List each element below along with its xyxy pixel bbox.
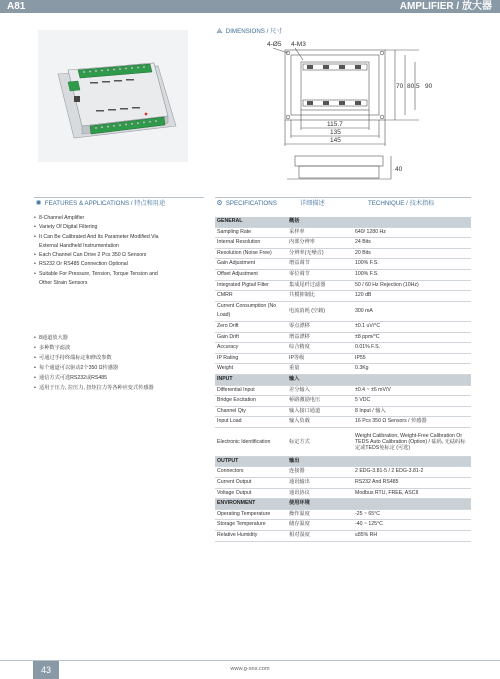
feature-item: • It Can Be Calibrated And Its Parameter Modified Via (34, 233, 204, 242)
feature-item-cn: • 可通过手持终端标定和修改参数 (34, 353, 204, 363)
spec-label-en: Gain Drift (215, 332, 287, 343)
height-inner-label: 70 (396, 83, 404, 90)
spec-col2-title: 详细描述 (300, 200, 325, 207)
feature-item-continued: Other Strain Sensors (39, 280, 88, 287)
feature-item-cn: • 每个通道可以驱动2个350 Ω传感器 (34, 363, 204, 373)
spec-label-cn: 储存温度 (287, 520, 353, 531)
spec-label-en: Channel Qty (215, 406, 287, 417)
spec-label-en: IP Rating (215, 353, 287, 364)
spec-row (215, 259, 471, 270)
dimensions-title-text: DIMENSIONS / 尺寸 (225, 28, 283, 35)
spec-label-en: Resolution (Noise Free) (215, 248, 287, 259)
spec-value (353, 499, 471, 510)
spec-table (215, 217, 471, 542)
spec-label-cn: 桥路激励电压 (287, 396, 353, 407)
feature-item: • Variety Of Digital Filtering (34, 223, 204, 232)
spec-value: ±0.1 uV/°C (353, 321, 471, 332)
spec-label-en: Bridge Excitation (215, 396, 287, 407)
spec-value: 0.3Kg (353, 364, 471, 375)
spec-value: IP55 (353, 353, 471, 364)
spec-title (215, 199, 277, 208)
header-band (0, 0, 500, 13)
spec-rule (215, 197, 471, 198)
spec-label-en: Zero Drift (215, 321, 287, 332)
spec-label-en: Storage Temperature (215, 520, 287, 531)
width-outer-label: 145 (330, 137, 341, 144)
gear-icon: ⚙ (216, 200, 223, 207)
spec-row (215, 531, 471, 542)
height-mid-label: 80.5 (407, 83, 420, 90)
spec-row (215, 406, 471, 417)
spec-label-cn: 输入负载 (287, 417, 353, 428)
spec-label-en: INPUT (215, 374, 287, 385)
spec-label-cn: 输出 (287, 456, 353, 467)
spec-label-en: Voltage Output (215, 488, 287, 499)
spec-value: 0.01% F.S. (353, 343, 471, 354)
dimension-drawing (215, 36, 470, 196)
spec-row (215, 227, 471, 238)
spec-label-cn: 概括 (287, 217, 353, 227)
spec-value: 300 mA (353, 301, 471, 321)
features-cn-list (34, 333, 204, 393)
spec-value: 8 Input / 输入 (353, 406, 471, 417)
width-mid-label: 135 (330, 129, 341, 136)
spec-row (215, 332, 471, 343)
feature-item: • 8-Channel Amplifier (34, 214, 204, 223)
spec-label-cn: 综合精度 (287, 343, 353, 354)
brain-icon: ✺ (35, 200, 42, 207)
spec-label-en: Offset Adjustment (215, 269, 287, 280)
spec-title-text: SPECIFICATIONS (225, 200, 277, 207)
height-outer-label: 90 (425, 83, 433, 90)
spec-label-en: GENERAL (215, 217, 287, 227)
spec-label-cn: 通讯输出 (287, 478, 353, 489)
feature-item-cn: • 多种数字滤波 (34, 343, 204, 353)
feature-item: • Suitable For Pressure, Tension, Torque Tension and (34, 270, 204, 279)
spec-row (215, 478, 471, 489)
spec-value: 120 dB (353, 291, 471, 302)
spec-label-cn: 标定方式 (287, 427, 353, 456)
spec-value: -40 ~ 125°C (353, 520, 471, 531)
spec-label-en: Electronic Identification (215, 427, 287, 456)
spec-label-cn: 使用环境 (287, 499, 353, 510)
amplifier-illustration (38, 30, 188, 162)
spec-label-en: Input Load (215, 417, 287, 428)
spec-label-cn: IP等级 (287, 353, 353, 364)
feature-item: • Each Channel Can Drive 2 Pcs 350 Ω Sensors (34, 251, 204, 260)
dimensions-title (215, 27, 282, 36)
spec-group-row (215, 217, 471, 227)
spec-label-en: Sampling Rate (215, 227, 287, 238)
thread-dim-label: 4-M3 (291, 41, 306, 48)
spec-row (215, 427, 471, 456)
spec-row (215, 467, 471, 478)
spec-label-cn: 操作温度 (287, 509, 353, 520)
spec-label-cn: 连接器 (287, 467, 353, 478)
feature-item-continued: External Handheld Instrumentation (39, 242, 119, 249)
spec-label-cn: 增益漂移 (287, 332, 353, 343)
spec-row (215, 238, 471, 249)
spec-label-en: Operating Temperature (215, 509, 287, 520)
spec-value: 24 Bits (353, 238, 471, 249)
spec-group-row (215, 374, 471, 385)
spec-value: Weight Calibration, Weight-Free Calibration Or TEDS Auto Calibration (Option) / 砝码, 无砝码标定或TEDS免标定 (可选) (353, 427, 471, 456)
spec-value: Modbus RTU, FREE, ASCII (353, 488, 471, 499)
ruler-icon: ⟁ (216, 28, 223, 35)
features-title-text: FEATURES & APPLICATIONS / 特点和用途 (44, 200, 166, 207)
footer-rule (0, 660, 500, 661)
features-title (34, 199, 165, 208)
spec-label-cn: 增益调节 (287, 259, 353, 270)
spec-label-en: Gain Adjustment (215, 259, 287, 270)
spec-value: 16 Pcs 350 Ω Sensors / 传感器 (353, 417, 471, 428)
width-inner-label: 115.7 (327, 121, 343, 128)
category-title: AMPLIFIER / 放大器 (399, 1, 492, 12)
depth-label: 40 (395, 166, 403, 173)
spec-label-cn: 通讯协议 (287, 488, 353, 499)
spec-value (353, 374, 471, 385)
product-photo (38, 30, 188, 162)
spec-group-row (215, 499, 471, 510)
spec-value: RS232 And RS485 (353, 478, 471, 489)
spec-label-cn: 共模抑制比 (287, 291, 353, 302)
spec-label-cn: 相对湿度 (287, 531, 353, 542)
spec-label-cn: 输入接口通道 (287, 406, 353, 417)
spec-label-cn: 采样率 (287, 227, 353, 238)
spec-row (215, 488, 471, 499)
feature-item: • RS232 Or RS485 Connection Optional (34, 260, 204, 269)
spec-value: 2 EDG-3.81-5 / 2 EDG-3.81-2 (353, 467, 471, 478)
spec-value: ±0.4 ~ ±6 mV/V (353, 385, 471, 396)
spec-label-en: Weight (215, 364, 287, 375)
spec-label-cn: 电流消耗 (空载) (287, 301, 353, 321)
spec-row (215, 385, 471, 396)
spec-row (215, 353, 471, 364)
spec-label-cn: 输入 (287, 374, 353, 385)
spec-col3-title: TECHNIQUE / 技术指标 (368, 200, 435, 207)
feature-item-cn: • 适用于压力, 拉压力, 扭矩拉力等各种应变式传感器 (34, 383, 204, 393)
spec-row (215, 269, 471, 280)
spec-row (215, 291, 471, 302)
hole-dim-label: 4-Ø5 (267, 41, 282, 48)
spec-label-en: Current Consumption (No Load) (215, 301, 287, 321)
spec-label-cn: 零点漂移 (287, 321, 353, 332)
spec-row (215, 321, 471, 332)
spec-label-en: Differential Input (215, 385, 287, 396)
spec-value: -25 ~ 65°C (353, 509, 471, 520)
spec-value: 640/ 1280 Hz (353, 227, 471, 238)
footer-url: www.g-sns.com (230, 666, 270, 672)
spec-row (215, 509, 471, 520)
spec-row (215, 520, 471, 531)
spec-label-cn: 分辨率(无噪音) (287, 248, 353, 259)
spec-row (215, 301, 471, 321)
spec-value: ≤85% RH (353, 531, 471, 542)
spec-label-en: Internal Resolution (215, 238, 287, 249)
spec-label-en: Current Output (215, 478, 287, 489)
features-rule (34, 197, 204, 198)
spec-value: 5 VDC (353, 396, 471, 407)
spec-label-cn: 重量 (287, 364, 353, 375)
spec-value: 100% F.S. (353, 269, 471, 280)
spec-value: 20 Bits (353, 248, 471, 259)
spec-value: 100% F.S. (353, 259, 471, 270)
spec-value (353, 217, 471, 227)
feature-item-cn: • 通信方式可选RS232或RS485 (34, 373, 204, 383)
model-code: A81 (7, 1, 26, 12)
spec-label-en: ENVIRONMENT (215, 499, 287, 510)
spec-row (215, 364, 471, 375)
spec-label-cn: 集成尾纤过滤器 (287, 280, 353, 291)
spec-group-row (215, 456, 471, 467)
spec-label-cn: 零位调节 (287, 269, 353, 280)
spec-row (215, 343, 471, 354)
spec-row (215, 417, 471, 428)
feature-item-cn: • 8通道放大器 (34, 333, 204, 343)
spec-row (215, 248, 471, 259)
spec-row (215, 280, 471, 291)
spec-label-en: Accuracy (215, 343, 287, 354)
spec-value: 50 / 60 Hz Rejection (10Hz) (353, 280, 471, 291)
spec-label-en: Connectors (215, 467, 287, 478)
page-number: 43 (40, 665, 51, 675)
spec-label-en: Integrated Pigtail Filter (215, 280, 287, 291)
spec-label-en: OUTPUT (215, 456, 287, 467)
features-en-list (34, 214, 204, 288)
spec-label-cn: 差分输入 (287, 385, 353, 396)
spec-value: ±8 ppm/°C (353, 332, 471, 343)
spec-value (353, 456, 471, 467)
spec-row (215, 396, 471, 407)
spec-label-en: CMRR (215, 291, 287, 302)
spec-label-cn: 内部分辨率 (287, 238, 353, 249)
spec-label-en: Relative Humidity (215, 531, 287, 542)
